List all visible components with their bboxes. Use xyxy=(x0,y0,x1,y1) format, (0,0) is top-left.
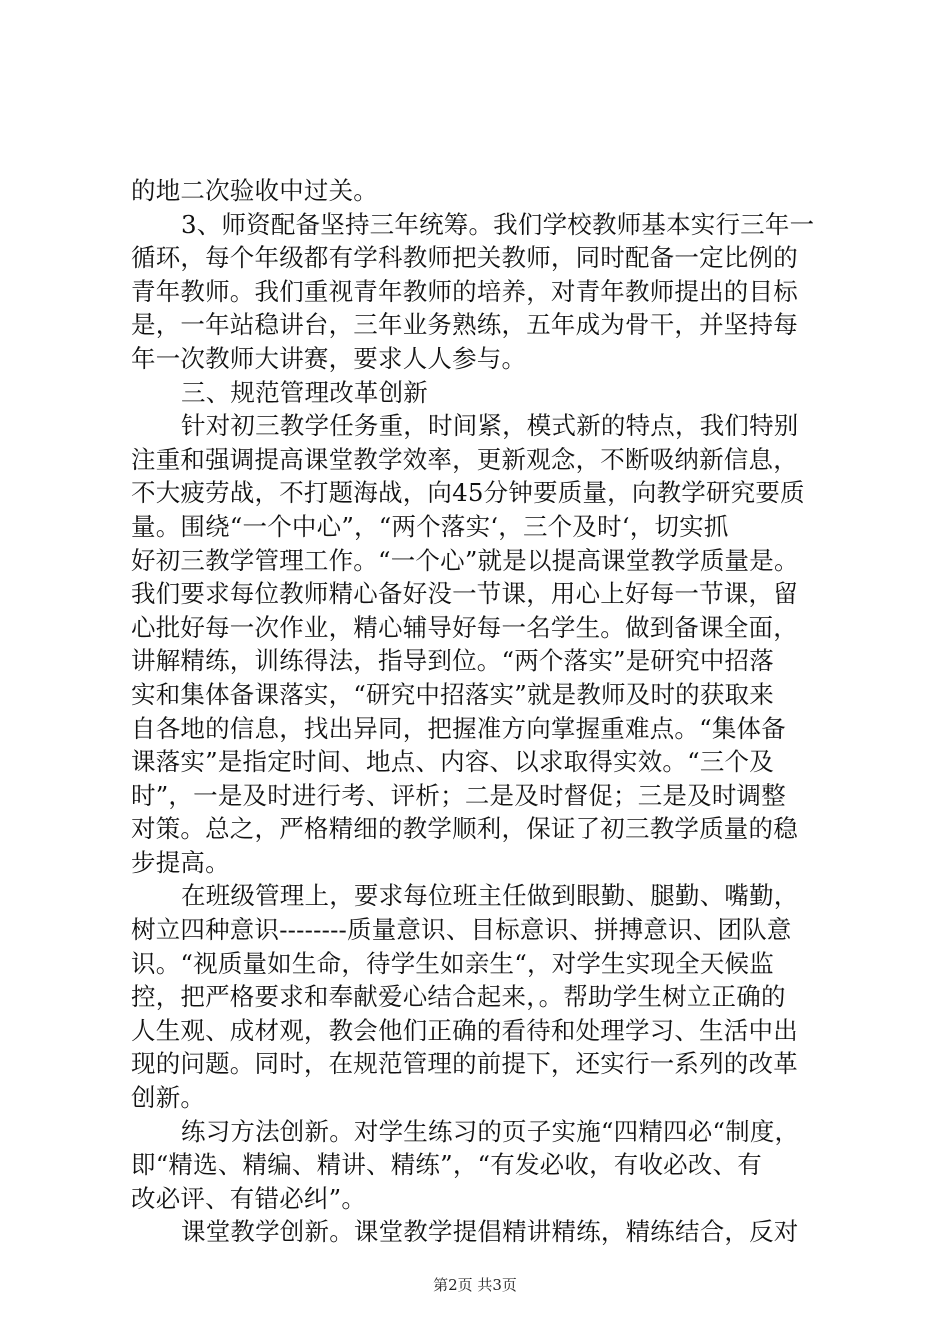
text-line: 实和集体备课落实，“研究中招落实”就是教师及时的获取来 xyxy=(131,679,774,709)
text-line: 识。“视质量如生命，待学生如亲生“，对学生实现全天候监 xyxy=(131,948,774,978)
text-line: 不大疲劳战，不打题海战，向45分钟要质量，向教学研究要质 xyxy=(131,478,805,508)
text-line: 树立四种意识--------质量意识、目标意识、拼搏意识、团队意 xyxy=(131,915,792,945)
text-line: 是，一年站稳讲台，三年业务熟练，五年成为骨干，并坚持每 xyxy=(131,310,798,340)
text-line: 练习方法创新。对学生练习的页子实施“四精四必“制度， xyxy=(181,1116,800,1146)
text-line: 步提高。 xyxy=(131,847,230,877)
text-line: 的地二次验收中过关。 xyxy=(131,176,378,205)
text-line: 青年教师。我们重视青年教师的培养，对青年教师提出的目标 xyxy=(131,276,798,306)
text-line: 心批好每一次作业，精心辅导好每一名学生。做到备课全面， xyxy=(131,612,798,642)
text-line: 在班级管理上，要求每位班主任做到眼勤、腿勤、嘴勤， xyxy=(181,881,799,911)
text-line: 人生观、成材观，教会他们正确的看待和处理学习、生活中出 xyxy=(131,1015,798,1045)
text-line: 3、师资配备坚持三年统筹。我们学校教师基本实行三年一 xyxy=(181,209,815,239)
text-line: 注重和强调提高课堂教学效率，更新观念，不断吸纳新信息， xyxy=(131,444,798,474)
text-line: 时”，一是及时进行考、评析；二是及时督促；三是及时调整 xyxy=(131,780,786,810)
text-line: 改必评、有错必纠”。 xyxy=(131,1183,367,1213)
text-line: 对策。总之，严格精细的教学顺利，保证了初三教学质量的稳 xyxy=(131,814,798,844)
text-line: 现的问题。同时，在规范管理的前提下，还实行一系列的改革 xyxy=(131,1049,798,1079)
text-line: 课落实”是指定时间、地点、内容、以求取得实效。“三个及 xyxy=(131,747,774,777)
text-line: 年一次教师大讲赛，要求人人参与。 xyxy=(131,343,527,373)
text-line: 针对初三教学任务重，时间紧，模式新的特点，我们特别 xyxy=(181,411,799,441)
text-line: 课堂教学创新。课堂教学提倡精讲精练，精练结合，反对 xyxy=(181,1217,799,1247)
text-line: 即“精选、精编、精讲、精练”，“有发必收，有收必改、有 xyxy=(131,1150,762,1180)
text-line: 量。围绕“一个中心”，“两个落实‘，三个及时‘，切实抓 xyxy=(131,511,729,541)
page-number-label: 第2页 共3页 xyxy=(433,1276,517,1294)
section-heading: 三、规范管理改革创新 xyxy=(181,377,428,407)
text-line: 好初三教学管理工作。“一个心”就是以提高课堂教学质量是。 xyxy=(131,545,799,575)
text-line: 讲解精练，训练得法，指导到位。“两个落实”是研究中招落 xyxy=(131,646,774,676)
body-text xyxy=(131,174,831,1249)
page-footer xyxy=(0,1275,950,1295)
text-line: 创新。 xyxy=(131,1083,206,1113)
text-line: 控，把严格要求和奉献爱心结合起来，。帮助学生树立正确的 xyxy=(131,982,786,1012)
text-line: 我们要求每位教师精心备好没一节课，用心上好每一节课，留 xyxy=(131,579,798,609)
text-line: 自各地的信息，找出异同，把握准方向掌握重难点。“集体备 xyxy=(131,713,786,743)
text-line: 循环，每个年级都有学科教师把关教师，同时配备一定比例的 xyxy=(131,243,798,273)
